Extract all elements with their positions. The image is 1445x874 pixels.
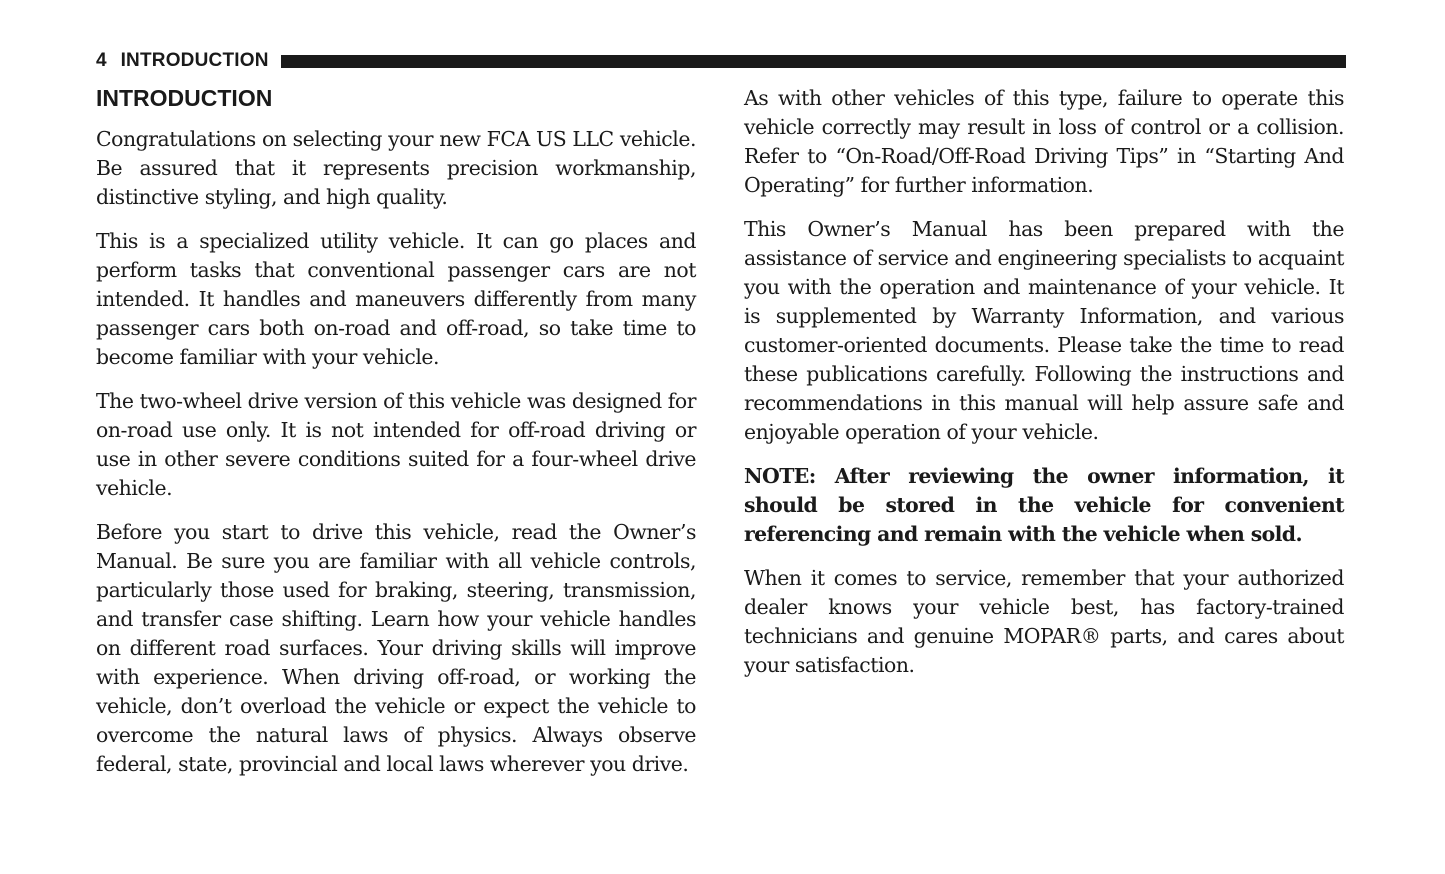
paragraph-two-wheel-drive: The two-wheel drive version of this vehicle was designed for on-road use only. It is not intended for off-road driving or use in other severe conditions suited for a four-wheel drive vehicle. xyxy=(96,389,696,500)
paragraph-service: When it comes to service, remember that your authorized dealer knows your vehicle best, has factory-trained technicians and genuine MOPAR® parts, and cares about your satisfaction. xyxy=(744,566,1344,677)
left-column xyxy=(96,84,696,794)
paragraph-congratulations: Congratulations on selecting your new FCA US LLC vehicle. Be assured that it represents precision workmanship, distinctive styling, and high quality. xyxy=(96,127,696,209)
right-column xyxy=(744,84,1344,695)
section-title: INTRODUCTION xyxy=(120,50,269,71)
page-heading: INTRODUCTION xyxy=(96,85,273,111)
page-number: 4 xyxy=(96,50,107,71)
paragraph-before-driving: Before you start to drive this vehicle, read the Owner’s Manual. Be sure you are familiar with all vehicle controls, particularly those used for braking, steering, transmission, and transfer case shifting. Learn how your vehicle handles on different road surfaces. Your driving skills will improve with experience. When driving off-road, or working the vehicle, don’t overload the vehicle or expect the vehicle to overcome the natural laws of physics. Always observe federal, state, provincial and local laws wherever you drive. xyxy=(96,520,696,776)
note-paragraph: NOTE: After reviewing the owner information, it should be stored in the vehicle for convenient referencing and remain with the vehicle when sold. xyxy=(744,464,1344,546)
paragraph-loss-of-control: As with other vehicles of this type, failure to operate this vehicle correctly may result in loss of control or a collision. Refer to “On-Road/Off-Road Driving Tips” in “Starting And Operating” for further information. xyxy=(744,86,1344,197)
paragraph-utility-vehicle: This is a specialized utility vehicle. It can go places and perform tasks that conventional passenger cars are not intended. It handles and maneuvers differently from many passenger cars both on-road and off-road, so take time to become familiar with your vehicle. xyxy=(96,229,696,369)
header-rule xyxy=(281,55,1346,68)
running-header xyxy=(96,50,1346,72)
paragraph-manual-prepared: This Owner’s Manual has been prepared with the assistance of service and engineering specialists to acquaint you with the operation and maintenance of your vehicle. It is supplemented by Warranty Information, and various customer-oriented documents. Please take the time to read these publications carefully. Following the instructions and recommendations in this manual will help assure safe and enjoyable operation of your vehicle. xyxy=(744,217,1344,444)
